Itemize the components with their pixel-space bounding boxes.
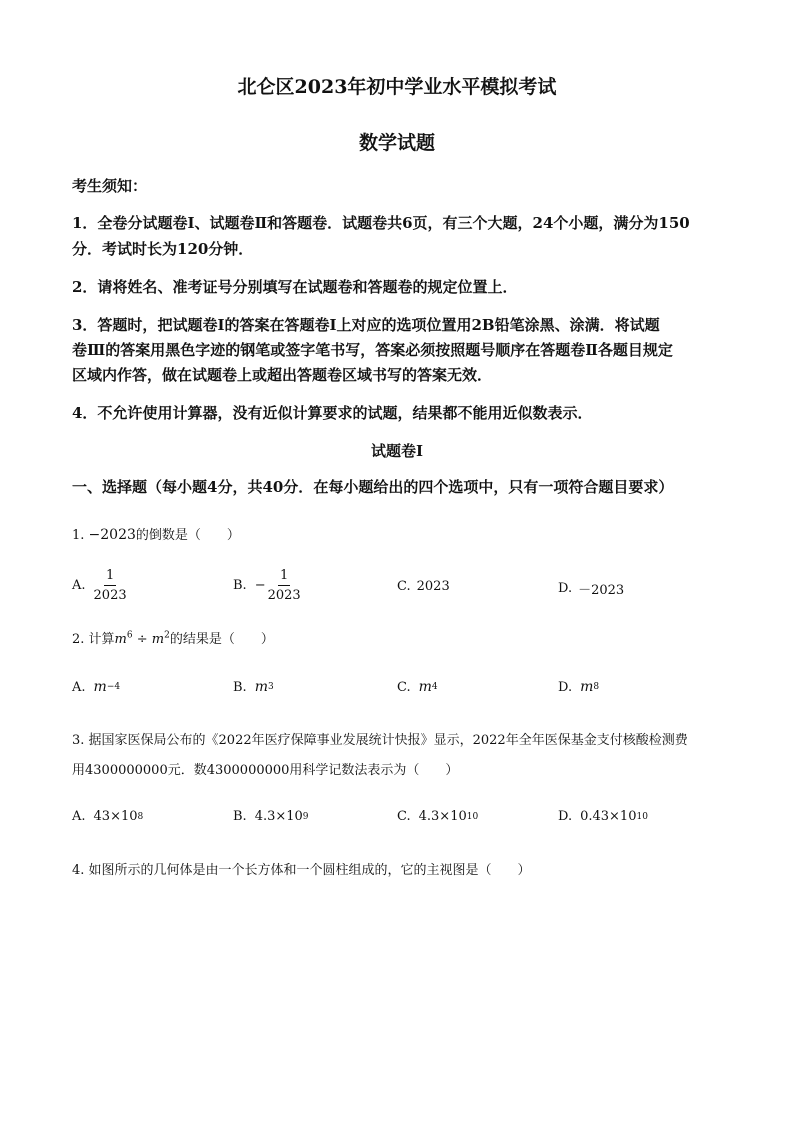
- q2-option-a-label: A.: [72, 679, 86, 695]
- exam-subtitle: 数学试题: [358, 132, 435, 154]
- q3-option-c[interactable]: C. 4.3×10 10: [397, 809, 479, 824]
- q1-option-c[interactable]: [397, 579, 450, 594]
- q2-option-d[interactable]: D. m 8: [558, 679, 600, 695]
- notice-item-3-line1: 3．答题时，把试题卷Ⅰ的答案在答题卷Ⅰ上对应的选项位置用2B铅笔涂黑、涂满．将试题: [72, 316, 660, 334]
- notice-item-3-line3: 区域内作答，做在试题卷上或超出答题卷区域书写的答案无效．: [72, 366, 493, 384]
- q2-base2: m: [151, 632, 165, 647]
- q3-option-b[interactable]: B. 4.3×10 9: [233, 809, 309, 824]
- q3-option-b-label: B.: [233, 809, 247, 824]
- q2-exp1: 6: [126, 630, 133, 641]
- notice-item-1-line2: 分．考试时长为120分钟．: [72, 240, 254, 258]
- section-heading: 一、选择题（每小题4分，共40分．在每小题给出的四个选项中，只有一项符合题目要求）: [72, 478, 674, 496]
- question-3-stem-line1: 3. 据国家医保局公布的《2022年医疗保障事业发展统计快报》显示，2022年全年医保基金支付核酸检测费: [72, 733, 688, 748]
- q2-option-c-label: C.: [397, 679, 411, 695]
- q1-option-d-label: D.: [558, 581, 573, 596]
- q2-suffix: 的结果是（ ）: [169, 632, 274, 647]
- q2-op: ÷: [132, 632, 152, 647]
- notice-item-2: 2．请将姓名、准考证号分别填写在试题卷和答题卷的规定位置上．: [72, 278, 518, 296]
- q2-option-d-label: D.: [558, 679, 573, 695]
- q2-option-b[interactable]: B. m 3: [233, 679, 274, 695]
- q1-option-a-label: A.: [72, 578, 86, 593]
- q1-prefix: 1.: [72, 528, 89, 543]
- question-3-stem-line2: 用4300000000元．数4300000000用科学记数法表示为（ ）: [72, 763, 459, 778]
- q2-option-d-base: m: [580, 679, 594, 695]
- q3-option-d-mantissa: 0.43×10: [580, 809, 637, 824]
- q3-option-c-mantissa: 4.3×10: [418, 809, 467, 824]
- q1-option-a[interactable]: [72, 568, 127, 603]
- q2-option-c-base: m: [418, 679, 432, 695]
- q1-math: −2023: [88, 527, 136, 543]
- notice-heading: 考生须知：: [72, 177, 148, 195]
- q1-option-d[interactable]: [558, 579, 624, 598]
- exam-title: 北仑区2023年初中学业水平模拟考试: [237, 76, 557, 98]
- notice-item-1-line1: 1．全卷分试题卷Ⅰ、试题卷Ⅱ和答题卷．试题卷共6页，有三个大题，24个小题，满分为150: [72, 214, 690, 232]
- q1-option-c-label: C.: [397, 579, 411, 594]
- q2-base1: m: [114, 632, 127, 647]
- q3-option-a-label: A.: [72, 809, 86, 824]
- question-1-stem: [72, 524, 240, 543]
- q1-suffix: 的倒数是（ ）: [135, 528, 240, 543]
- q3-option-a-mantissa: 43×10: [93, 809, 138, 824]
- q1-option-a-denominator: 2023: [93, 588, 127, 603]
- q1-option-b-sign: −: [254, 578, 266, 593]
- notice-item-4: 4．不允许使用计算器，没有近似计算要求的试题，结果都不能用近似数表示．: [72, 404, 593, 422]
- q1-option-a-fraction: [94, 568, 127, 603]
- q1-option-b-label: B.: [233, 578, 247, 593]
- q3-option-d[interactable]: D. 0.43×10 10: [558, 809, 648, 824]
- q1-option-a-numerator: 1: [104, 568, 116, 586]
- q2-option-a[interactable]: A. m −4: [72, 679, 121, 695]
- q1-option-b-numerator: 1: [278, 568, 290, 586]
- q1-option-b[interactable]: [233, 568, 301, 603]
- q3-option-a[interactable]: A. 43×10 8: [72, 809, 144, 824]
- q2-exp2: 2: [164, 630, 170, 641]
- q2-option-b-label: B.: [233, 679, 247, 695]
- q3-option-c-label: C.: [397, 809, 411, 824]
- q2-prefix: 2. 计算: [72, 632, 115, 647]
- paper-label: 试题卷Ⅰ: [370, 442, 424, 460]
- q1-option-c-value: 2023: [416, 579, 450, 594]
- q1-option-b-denominator: 2023: [267, 588, 301, 603]
- q2-option-a-base: m: [93, 679, 107, 695]
- notice-item-3-line2: 卷Ⅲ的答案用黑色字迹的钢笔或签字笔书写，答案必须按照题号顺序在答题卷Ⅱ各题目规定: [72, 341, 673, 359]
- q3-option-b-mantissa: 4.3×10: [254, 809, 303, 824]
- q1-option-b-fraction: [268, 568, 301, 603]
- question-2-stem: [72, 628, 274, 647]
- q1-option-d-value: －2023: [578, 583, 625, 598]
- q2-option-b-base: m: [254, 679, 268, 695]
- question-4-stem: 4. 如图所示的几何体是由一个长方体和一个圆柱组成的，它的主视图是（ ）: [72, 863, 531, 878]
- q3-option-d-label: D.: [558, 809, 573, 824]
- q2-option-c[interactable]: C. m 4: [397, 679, 438, 695]
